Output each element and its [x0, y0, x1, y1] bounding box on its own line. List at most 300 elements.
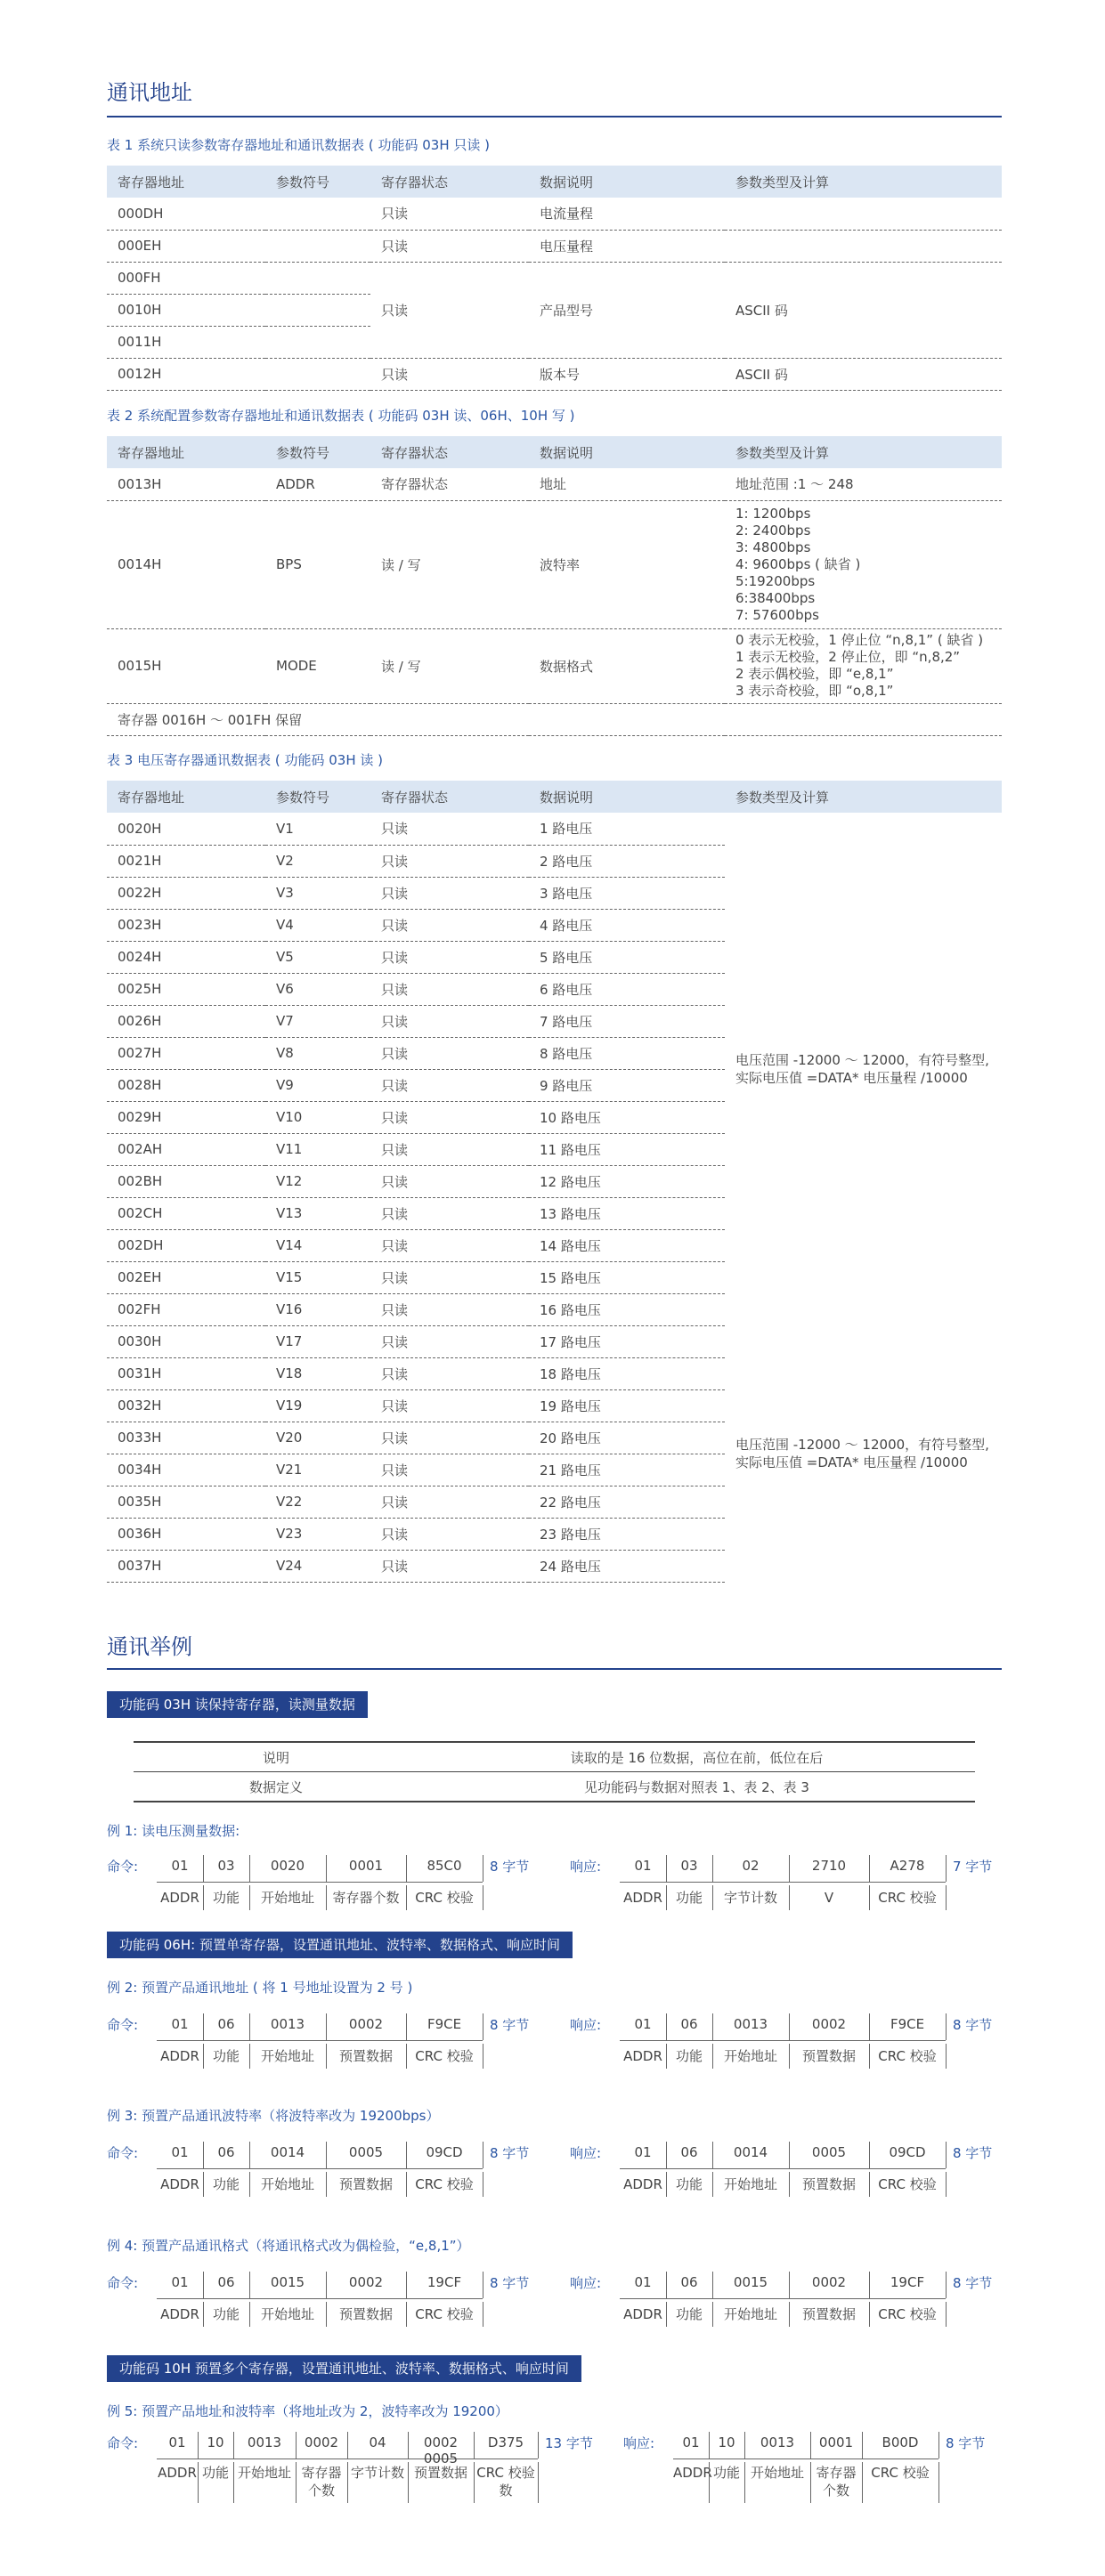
command-byte: 0014	[270, 2144, 305, 2160]
response-byte: 09CD	[889, 2144, 926, 2160]
cell: 0015H	[107, 628, 265, 703]
response-label: 响应:	[623, 2435, 655, 2451]
bps-option: 4: 9600bps ( 缺省 )	[735, 555, 861, 572]
cell: 19 路电压	[529, 1389, 725, 1422]
cell: V14	[265, 1229, 370, 1261]
cell	[725, 500, 1002, 628]
cell: 0028H	[107, 1069, 265, 1101]
response-divider	[946, 1855, 947, 1882]
cell: 只读	[370, 262, 529, 358]
cell: V7	[265, 1005, 370, 1037]
cell: 0034H	[107, 1454, 265, 1486]
th: 参数类型及计算	[725, 781, 1002, 813]
cell: 0024H	[107, 941, 265, 973]
cell	[265, 230, 370, 262]
section-title-examples: 通讯举例	[107, 1634, 192, 1659]
command-field-desc: 预置数据	[338, 2048, 393, 2064]
reserved-note: 寄存器 0016H ～ 001FH 保留	[107, 703, 1002, 735]
bps-option: 6:38400bps	[735, 589, 816, 606]
cell: 18 路电压	[529, 1357, 725, 1389]
command-field-desc: ADDR	[160, 1890, 199, 1906]
cell: 0033H	[107, 1422, 265, 1454]
th: 寄存器地址	[107, 166, 265, 198]
response-byte: 01	[682, 2434, 700, 2450]
command-byte: 01	[171, 2144, 189, 2160]
cell: 0032H	[107, 1389, 265, 1422]
bps-option: 7: 57600bps	[735, 606, 819, 623]
response-field-desc: 预置数据	[801, 2306, 856, 2322]
cell: 只读	[370, 1518, 529, 1550]
response-field-desc: ADDR	[673, 2465, 712, 2481]
table3-caption: 表 3 电压寄存器通讯数据表 ( 功能码 03H 读 )	[107, 752, 383, 768]
response-field-desc: ADDR	[623, 2048, 662, 2064]
response-field-desc: 开始地址	[723, 2306, 777, 2322]
table-row	[107, 468, 1002, 500]
table3-header	[107, 781, 1002, 813]
command-field-desc: ADDR	[160, 2176, 199, 2192]
cell	[265, 358, 370, 390]
command-field-desc: 开始地址	[260, 1890, 314, 1906]
cell: V22	[265, 1486, 370, 1518]
command-field-desc: 功能	[212, 2048, 240, 2064]
bps-option: 1: 1200bps	[735, 505, 811, 522]
cell: 只读	[370, 1069, 529, 1101]
command-field-desc: ADDR	[160, 2048, 199, 2064]
cell: V16	[265, 1293, 370, 1325]
cell: ASCII 码	[725, 358, 1002, 390]
response-byte: 01	[634, 2016, 652, 2032]
command-byte-count: 8 字节	[490, 2017, 530, 2033]
command-byte: 03	[217, 1858, 235, 1874]
response-divider	[946, 2142, 947, 2168]
table2-header	[107, 436, 1002, 468]
response-byte: 10	[718, 2434, 735, 2450]
table1-header	[107, 166, 1002, 198]
response-field-desc: ADDR	[623, 2306, 662, 2322]
cell: 只读	[370, 1197, 529, 1229]
cell: 2 路电压	[529, 845, 725, 877]
cell: 8 路电压	[529, 1037, 725, 1069]
cell: 只读	[370, 1133, 529, 1165]
response-byte-count: 7 字节	[953, 1859, 993, 1875]
cell: 0014H	[107, 500, 265, 628]
cell	[725, 230, 1002, 262]
example4-title: 例 4: 预置产品通讯格式（将通讯格式改为偶检验，“e,8,1”）	[107, 2238, 470, 2254]
command-byte: 0005	[348, 2144, 384, 2160]
cell: V17	[265, 1325, 370, 1357]
command-byte: 0015	[270, 2274, 305, 2290]
command-field-desc: CRC 校验	[415, 1890, 474, 1906]
command-byte: 09CD	[426, 2144, 463, 2160]
response-byte: 0002	[811, 2016, 847, 2032]
response-byte: 0002	[811, 2274, 847, 2290]
command-label: 命令:	[107, 2017, 139, 2033]
response-field-desc: 功能	[675, 2306, 703, 2322]
cell: 002CH	[107, 1197, 265, 1229]
command-byte: 01	[171, 2274, 189, 2290]
cell: V9	[265, 1069, 370, 1101]
cell: 10 路电压	[529, 1101, 725, 1133]
th: 参数类型及计算	[725, 436, 1002, 468]
command-byte: F9CE	[427, 2016, 462, 2032]
bps-option: 3: 4800bps	[735, 539, 811, 555]
mode-option: 0 表示无校验，1 停止位 “n,8,1” ( 缺省 )	[735, 632, 984, 648]
cell: 0012H	[107, 358, 265, 390]
response-byte: 0015	[733, 2274, 768, 2290]
cell: 只读	[370, 1357, 529, 1389]
cell: 002EH	[107, 1261, 265, 1293]
command-byte-count: 8 字节	[490, 2145, 530, 2161]
th: 数据说明	[529, 166, 725, 198]
response-field-desc: 预置数据	[801, 2176, 856, 2192]
cell: 0023H	[107, 909, 265, 941]
command-label: 命令:	[107, 1859, 139, 1875]
command-byte: 85C0	[427, 1858, 462, 1874]
cell: 7 路电压	[529, 1005, 725, 1037]
response-field-desc: CRC 校验	[871, 2465, 930, 2481]
cell: 只读	[370, 230, 529, 262]
cell: 只读	[370, 1454, 529, 1486]
cell: 地址范围 :1 ～ 248	[725, 468, 1002, 500]
cell: 读取的是 16 位数据，高位在前，低位在后	[570, 1749, 824, 1766]
response-field-desc: ADDR	[623, 1890, 662, 1906]
cell: 数据定义	[248, 1778, 303, 1795]
table3	[107, 781, 1002, 1583]
cell: V4	[265, 909, 370, 941]
response-divider	[946, 2172, 947, 2197]
command-label: 命令:	[107, 2145, 139, 2161]
table-row	[134, 1772, 975, 1802]
command-field-desc: 功能	[212, 1890, 240, 1906]
cell: 000FH	[107, 262, 265, 294]
cell: 24 路电压	[529, 1550, 725, 1582]
response-byte: 0001	[818, 2434, 854, 2450]
response-field-desc: 开始地址	[723, 2176, 777, 2192]
cell	[265, 326, 370, 358]
cell: MODE	[265, 628, 370, 703]
cell: 0031H	[107, 1357, 265, 1389]
response-field-desc: 功能	[675, 2176, 703, 2192]
definition-table	[134, 1741, 975, 1802]
th: 参数符号	[265, 436, 370, 468]
th: 寄存器状态	[370, 781, 529, 813]
cell: 只读	[370, 1550, 529, 1582]
table-row	[134, 1742, 975, 1772]
cell: 0010H	[107, 294, 265, 326]
command-byte: 0002 0005	[423, 2434, 459, 2467]
table-row	[107, 1325, 1002, 1357]
response-label: 响应:	[570, 2275, 602, 2291]
cell: 002FH	[107, 1293, 265, 1325]
command-byte: 0001	[348, 1858, 384, 1874]
command-byte: 06	[217, 2274, 235, 2290]
th: 数据说明	[529, 436, 725, 468]
cell: ASCII 码	[725, 262, 1002, 358]
command-byte: 01	[168, 2434, 186, 2450]
response-value-underline	[620, 1882, 946, 1883]
cell: 0021H	[107, 845, 265, 877]
cell: 0035H	[107, 1486, 265, 1518]
command-byte: 0002	[348, 2016, 384, 2032]
cell: BPS	[265, 500, 370, 628]
cell: 23 路电压	[529, 1518, 725, 1550]
response-field-desc: 寄存器个数	[816, 2465, 857, 2499]
command-byte: 01	[171, 1858, 189, 1874]
bps-option: 2: 2400bps	[735, 522, 811, 539]
response-byte: 02	[742, 1858, 760, 1874]
command-field-desc: ADDR	[158, 2465, 197, 2481]
command-byte: 19CF	[427, 2274, 462, 2290]
cell: V12	[265, 1165, 370, 1197]
command-value-underline	[157, 2168, 483, 2169]
command-field-desc: 开始地址	[260, 2306, 314, 2322]
cell: 波特率	[529, 500, 725, 628]
mode-option: 2 表示偶校验，即 “e,8,1”	[735, 666, 894, 682]
command-byte: D375	[487, 2434, 524, 2450]
table-row	[107, 628, 1002, 703]
response-value-underline	[620, 2168, 946, 2169]
table1	[107, 166, 1002, 391]
cell: 只读	[370, 1037, 529, 1069]
command-byte: 04	[369, 2434, 386, 2450]
cell: 读 / 写	[370, 500, 529, 628]
cell: ADDR	[265, 468, 370, 500]
cell: 0037H	[107, 1550, 265, 1582]
cell: 13 路电压	[529, 1197, 725, 1229]
cell: 读 / 写	[370, 628, 529, 703]
cell: 只读	[370, 1229, 529, 1261]
cell: 只读	[370, 1325, 529, 1357]
command-field-desc: 功能	[212, 2306, 240, 2322]
command-value-underline	[157, 2298, 483, 2299]
cell: 002AH	[107, 1133, 265, 1165]
title-rule	[107, 116, 1002, 117]
command-label: 命令:	[107, 2435, 139, 2451]
th: 寄存器状态	[370, 436, 529, 468]
command-label: 命令:	[107, 2275, 139, 2291]
response-byte: 01	[634, 1858, 652, 1874]
cell: 0029H	[107, 1101, 265, 1133]
cell: V18	[265, 1357, 370, 1389]
cell: 电流量程	[529, 198, 725, 230]
cell: V23	[265, 1518, 370, 1550]
response-field-desc: 功能	[675, 1890, 703, 1906]
response-divider	[938, 2432, 939, 2459]
response-byte-count: 8 字节	[953, 2145, 993, 2161]
response-divider	[938, 2462, 939, 2503]
cell: 11 路电压	[529, 1133, 725, 1165]
cell: 只读	[370, 198, 529, 230]
command-byte: 06	[217, 2016, 235, 2032]
section-title-address: 通讯地址	[107, 80, 192, 105]
response-byte: 19CF	[890, 2274, 925, 2290]
response-byte: 01	[634, 2274, 652, 2290]
command-field-desc: 预置数据	[338, 2176, 393, 2192]
response-divider	[946, 1885, 947, 1910]
th: 数据说明	[529, 781, 725, 813]
command-byte: 01	[171, 2016, 189, 2032]
cell: 9 路电压	[529, 1069, 725, 1101]
voltage-formula-note: 实际电压值 =DATA* 电压量程 /10000	[735, 1070, 968, 1086]
th: 参数符号	[265, 781, 370, 813]
command-field-desc: 字节计数	[350, 2465, 404, 2481]
th: 寄存器地址	[107, 436, 265, 468]
command-field-desc: 寄存器个数	[332, 1890, 400, 1906]
cell: V3	[265, 877, 370, 909]
cell: 0013H	[107, 468, 265, 500]
cell: 只读	[370, 877, 529, 909]
table2-caption: 表 2 系统配置参数寄存器地址和通讯数据表 ( 功能码 03H 读、06H、10H 写 )	[107, 408, 575, 424]
response-divider	[946, 2044, 947, 2069]
th: 参数符号	[265, 166, 370, 198]
cell: 只读	[370, 1293, 529, 1325]
command-field-desc: 开始地址	[260, 2048, 314, 2064]
example2-title: 例 2: 预置产品通讯地址 ( 将 1 号地址设置为 2 号 )	[107, 1980, 413, 1996]
cell: 17 路电压	[529, 1325, 725, 1357]
cell: 5 路电压	[529, 941, 725, 973]
cell: 22 路电压	[529, 1486, 725, 1518]
cell: 见功能码与数据对照表 1、表 2、表 3	[584, 1778, 809, 1795]
cell: 只读	[370, 358, 529, 390]
cell: 4 路电压	[529, 909, 725, 941]
cell: V1	[265, 813, 370, 845]
response-label: 响应:	[570, 2017, 602, 2033]
command-byte: 0013	[247, 2434, 282, 2450]
response-byte: 06	[680, 2144, 698, 2160]
command-field-desc: 预置数据	[413, 2465, 467, 2481]
example1-title: 例 1: 读电压测量数据:	[107, 1823, 240, 1839]
function-03h-bar: 功能码 03H 读保持寄存器，读测量数据	[107, 1691, 368, 1718]
table-row	[107, 703, 1002, 735]
response-byte: 2710	[811, 1858, 847, 1874]
cell: V11	[265, 1133, 370, 1165]
function-06h-bar: 功能码 06H: 预置单寄存器，设置通讯地址、波特率、数据格式、响应时间	[107, 1932, 573, 1958]
command-field-desc: CRC 校验	[415, 2048, 474, 2064]
cell: 000DH	[107, 198, 265, 230]
response-label: 响应:	[570, 1859, 602, 1875]
cell: 0036H	[107, 1518, 265, 1550]
example5-title: 例 5: 预置产品地址和波特率（将地址改为 2，波特率改为 19200）	[107, 2403, 508, 2419]
cell	[265, 294, 370, 326]
cell: 21 路电压	[529, 1454, 725, 1486]
response-byte: 06	[680, 2274, 698, 2290]
bps-option: 5:19200bps	[735, 572, 816, 589]
response-divider	[946, 2302, 947, 2327]
response-byte: F9CE	[890, 2016, 925, 2032]
cell: 000EH	[107, 230, 265, 262]
table-row	[107, 500, 1002, 628]
table-row	[107, 262, 1002, 294]
cell: 6 路电压	[529, 973, 725, 1005]
cell	[725, 628, 1002, 703]
cell: 只读	[370, 1486, 529, 1518]
cell: 寄存器状态	[370, 468, 529, 500]
response-divider	[946, 2013, 947, 2040]
response-byte: 06	[680, 2016, 698, 2032]
response-byte: B00D	[882, 2434, 919, 2450]
response-field-desc: 开始地址	[750, 2465, 804, 2481]
command-field-desc: ADDR	[160, 2306, 199, 2322]
command-field-desc: CRC 校验	[415, 2176, 474, 2192]
command-field-desc: 功能	[212, 2176, 240, 2192]
mode-option: 3 表示奇校验，即 “o,8,1”	[735, 683, 894, 699]
command-field-desc: CRC 校验数	[476, 2465, 535, 2499]
cell: 16 路电压	[529, 1293, 725, 1325]
response-byte: 0014	[733, 2144, 768, 2160]
cell: 0027H	[107, 1037, 265, 1069]
cell: V10	[265, 1101, 370, 1133]
command-field-desc: 功能	[201, 2465, 229, 2481]
command-field-desc: 开始地址	[260, 2176, 314, 2192]
response-field-desc: CRC 校验	[878, 2176, 937, 2192]
title-rule	[107, 1668, 1002, 1670]
cell: 说明	[262, 1749, 289, 1766]
cell: 0011H	[107, 326, 265, 358]
cell: 只读	[370, 1101, 529, 1133]
response-byte: 0005	[811, 2144, 847, 2160]
cell	[265, 198, 370, 230]
cell: V21	[265, 1454, 370, 1486]
response-byte-count: 8 字节	[946, 2435, 986, 2451]
response-field-desc: 字节计数	[723, 1890, 777, 1906]
voltage-range-note: 电压范围 -12000 ～ 12000，有符号整型,	[735, 1437, 989, 1453]
response-field-desc: 预置数据	[801, 2048, 856, 2064]
command-field-desc: 预置数据	[338, 2306, 393, 2322]
response-value-underline	[620, 2040, 946, 2041]
mode-option: 1 表示无校验，2 停止位，即 “n,8,2”	[735, 649, 961, 665]
command-byte: 0013	[270, 2016, 305, 2032]
cell: 只读	[370, 1261, 529, 1293]
table-row	[107, 198, 1002, 230]
cell: 只读	[370, 973, 529, 1005]
voltage-formula-note: 实际电压值 =DATA* 电压量程 /10000	[735, 1454, 968, 1470]
response-field-desc: CRC 校验	[878, 2306, 937, 2322]
cell: 版本号	[529, 358, 725, 390]
cell: 数据格式	[529, 628, 725, 703]
command-byte: 0020	[270, 1858, 305, 1874]
cell: 0025H	[107, 973, 265, 1005]
cell: V24	[265, 1550, 370, 1582]
cell: 只读	[370, 1389, 529, 1422]
table1-caption: 表 1 系统只读参数寄存器地址和通讯数据表 ( 功能码 03H 只读 )	[107, 137, 490, 153]
cell	[265, 262, 370, 294]
cell: V19	[265, 1389, 370, 1422]
response-field-desc: CRC 校验	[878, 1890, 937, 1906]
cell: V15	[265, 1261, 370, 1293]
cell: 0030H	[107, 1325, 265, 1357]
cell: 0022H	[107, 877, 265, 909]
th: 参数类型及计算	[725, 166, 1002, 198]
cell: 只读	[370, 845, 529, 877]
table-row	[107, 358, 1002, 390]
response-field-desc: 开始地址	[723, 2048, 777, 2064]
cell: 14 路电压	[529, 1229, 725, 1261]
command-byte: 0002	[348, 2274, 384, 2290]
cell: V8	[265, 1037, 370, 1069]
command-byte: 10	[207, 2434, 224, 2450]
cell: 12 路电压	[529, 1165, 725, 1197]
command-byte-count: 13 字节	[545, 2435, 593, 2451]
response-byte: 01	[634, 2144, 652, 2160]
cell: 只读	[370, 1422, 529, 1454]
table-row	[107, 230, 1002, 262]
cell: 002BH	[107, 1165, 265, 1197]
command-value-underline	[157, 1882, 483, 1883]
voltage-range-note: 电压范围 -12000 ～ 12000，有符号整型,	[735, 1052, 989, 1068]
response-label: 响应:	[570, 2145, 602, 2161]
cell: 只读	[370, 941, 529, 973]
cell: 地址	[529, 468, 725, 500]
